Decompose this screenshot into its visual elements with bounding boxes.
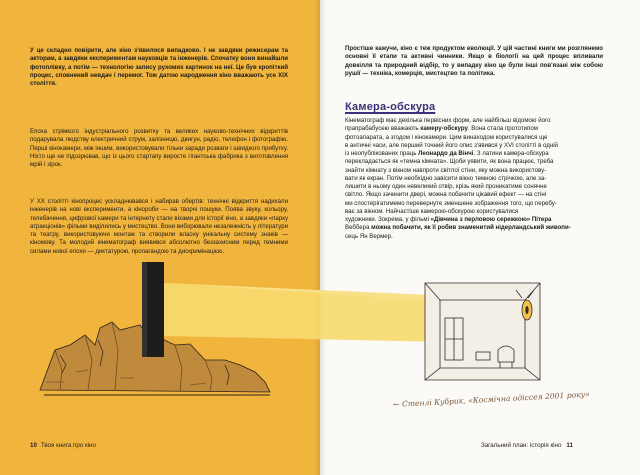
body-line xyxy=(345,175,603,183)
body-line-bold-run: «Дівчина з перловою сережкою» Пітера xyxy=(430,216,552,223)
body-line xyxy=(345,134,603,142)
body-line xyxy=(345,158,603,166)
left-folio xyxy=(30,442,96,449)
body-line-bold-run: камеру-обскуру xyxy=(420,125,468,133)
body-line xyxy=(345,183,603,191)
film-caption-text: Стенлі Кубрик, «Космічна одіссея 2001 року» xyxy=(401,389,590,409)
body-line xyxy=(345,208,603,216)
body-line-run: лишити в ньому один невеликий отвір, крізь який проникатиме сонячне xyxy=(345,183,547,190)
book-gutter xyxy=(314,0,326,475)
body-line xyxy=(345,200,603,208)
body-line xyxy=(345,167,603,175)
left-paragraph-intro: У це складно повірити, але кіно з'явилося випадково. І не завдяки режисерам та акторам, а завдяки експериментам науковців та інженерів. Спочатку вони винайшли фотоплівку, а потім — технологію запису рухомих картинок на неї. Це був кропіткий процес, сповнений невдач і перемог. Тож датою народження кіно вважають усе XIX століття. xyxy=(30,47,288,87)
body-line-run: із неопублікованих праць xyxy=(345,150,419,157)
section-heading-camera-obscura: Камера-обскура xyxy=(345,101,436,113)
body-line-run: вати як екран. Потім необхідно завісити вікно темною стрічкою, але за- xyxy=(345,174,547,182)
body-line-run: художники. Зокрема, у фільмі xyxy=(345,216,431,223)
body-line xyxy=(345,216,603,224)
body-line-run: прапрабабусею вважають xyxy=(345,125,421,133)
body-line xyxy=(345,117,603,125)
body-line xyxy=(345,233,603,241)
body-line-run: перекладається як «темна кімната». Щоби уявити, як вона працює, треба xyxy=(345,158,554,166)
right-paragraph-camera-obscura xyxy=(345,117,603,241)
body-line-bold-run: можна побачити, як її робив знаменитий нідерландський живопи- xyxy=(369,224,571,232)
left-running-title: Твоя книга про кіно xyxy=(40,442,96,449)
body-line-run: ває за вікном. Найчастіше камерою-обскурою користувалися xyxy=(345,207,519,215)
body-line xyxy=(345,125,603,133)
body-line xyxy=(345,142,603,150)
body-line-run: в античні часи, але перший точний його опис з'явився у XVI столітті в одній xyxy=(345,141,558,149)
left-paragraph-industrial-era: Епоха стрімкого індустріального розвитку та великих науково-технічних відкриттів подарувала людству електричний струм, залізницю, двигун, радіо, телефон і фотографію. Перші кінокамери, між іншим, використовували тільки заради розваги і швидкого прибутку. Ніхто ще не підозрював, що із цього стартапу виросте гігантська фабрика з виготовлення мрій і зірок. xyxy=(30,128,288,168)
body-line-run: ми спостерігатимемо перевернуте зменшене зображення того, що перебу- xyxy=(345,199,557,207)
body-line-run: Веббера xyxy=(345,224,370,232)
right-paragraph-intro: Простіше кажучи, кіно є теж продуктом еволюції. У цій частині книги ми розглянемо основні її етапи та активні чинники. Якщо в біології на цей процес впливали довкілля та природний відбір, то у випадку кіно це були інші пов'язані між собою рушії — техніка, комерція, мистецтво та політика. xyxy=(345,45,603,77)
body-line xyxy=(345,191,603,199)
body-line-run: . Вона стала прототипом xyxy=(467,125,538,133)
right-folio xyxy=(481,442,573,449)
body-line-bold-run: Леонардо да Вінчі xyxy=(418,150,474,157)
body-line-run: фотоапарата, а згодом і кінокамери. Цим винаходом користувалися ще xyxy=(345,133,548,141)
left-page-number: 10 xyxy=(30,442,37,449)
right-page-number: 11 xyxy=(566,442,573,449)
body-line xyxy=(345,150,603,158)
body-line-run: світло. Якщо зачинити двері, можна побачити цікавий ефект — на стіні xyxy=(345,191,547,199)
body-line-run: Кінематограф має декілька первісних форм, але найбільш відомою його xyxy=(345,117,551,124)
film-caption: ← Стенлі Кубрик, «Космічна одіссея 2001 року» xyxy=(393,389,590,409)
body-line-run: сець Ян Вермер. xyxy=(345,232,393,240)
left-paragraph-twentieth-century: У XX столітті кінопроцес ускладнювався і набирав обертів: технічні відкриття надихали інженерів на нові експерименти, а кінороби — на творчі пошуки. Поява звуку, кольору, телебачення, цифрової камери та інтернету стали віхами для історії кіно, а завдяки «парку атракціонів» фільми виділились у мистецтво. Вони виборювали незалежність у літератури та театру, використовуючи монтаж та створили власну унікальну систему знаків — кіномову. Та молодий кінематограф виявився абсолютно беззахисним перед темними силами нової епохи — диктатурою, пропагандою та дискримінацією. xyxy=(30,198,288,255)
right-running-title: Загальний план: історія кіно xyxy=(481,442,562,449)
body-line-run: знайти кімнату з вікном навпроти світлої стіни, яку можна використову- xyxy=(345,166,547,174)
body-line xyxy=(345,224,603,232)
body-line-run: . З латини камера-обскура xyxy=(473,150,549,157)
